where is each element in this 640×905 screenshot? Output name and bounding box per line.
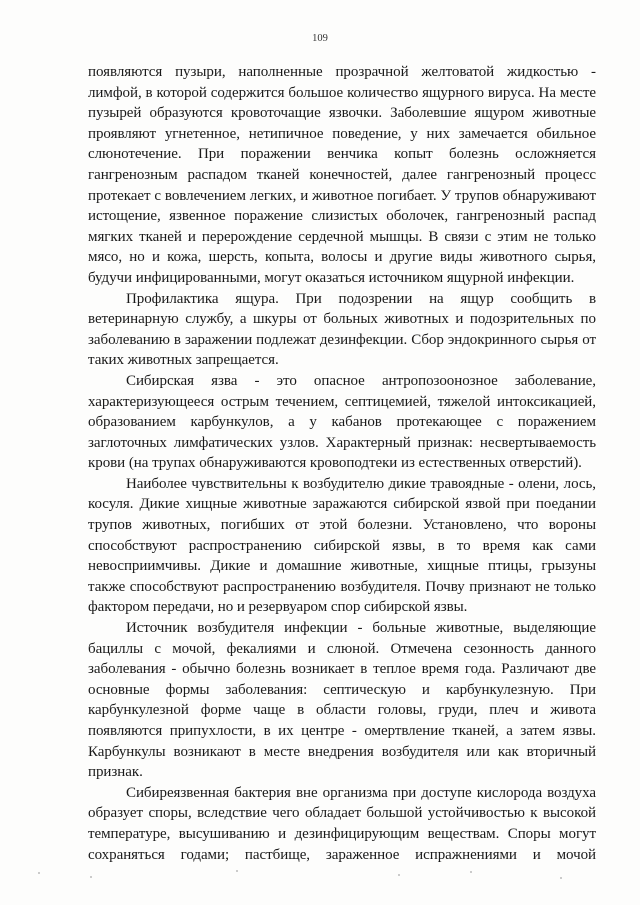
scan-speck <box>90 876 92 878</box>
scan-speck <box>236 870 238 872</box>
paragraph-foot-and-mouth-prevention: Профилактика ящура. При подозрении на ящур сообщить в ветеринарную службу, а шкуры от больных животных и подозрительных по заболеванию в заражении подлежат дезинфекции. Сбор эндокринного сырья от таких животных запрещается. <box>88 290 596 369</box>
paragraph-anthrax-source: Источник возбудителя инфекции - больные животные, выделяющие бациллы с мочой, фекалиями и слюной. Отмечена сезонность данного заболевания - обычно болезнь возникает в теплое время года. Различают две основные формы заболевания: септическую и карбункулезную. При карбункулезной форме чаще в области головы, груди, плеч и живота появляются припухлости, в их центре - омертвление тканей, а затем язвы. Карбункулы возникают в месте внедрения возбудителя или как вторичный признак. <box>88 620 596 781</box>
scan-speck <box>38 872 40 874</box>
paragraph-anthrax-spores: Сибиреязвенная бактерия вне организма при доступе кислорода воздуха образует споры, вследствие чего обладает большой устойчивостью к высокой температуре, высушиванию и дезинфицирующим веществам. Споры могут сохраняться годами; пастбище, зараженное испражнениями и мочой <box>88 784 596 863</box>
page-number: 109 <box>312 33 328 44</box>
scan-speck <box>470 871 472 873</box>
body-text <box>88 62 596 865</box>
scan-speck <box>560 877 562 879</box>
scan-speck <box>398 874 400 876</box>
paragraph-anthrax-susceptibility: Наиболее чувствительны к возбудителю дикие травоядные - олени, лось, косуля. Дикие хищные животные заражаются сибирской язвой при поедании трупов животных, погибших от этой болезни. Установлено, что вороны способствуют распространению сибирской язвы, в то время как сами невосприимчивы. Дикие и домашние животные, хищные птицы, грызуны также способствуют распространению возбудителя. Почву признают не только фактором передачи, но и резервуаром спор сибирской язвы. <box>88 475 596 616</box>
paragraph-foot-and-mouth-symptoms: появляются пузыри, наполненные прозрачной желтоватой жидкостью - лимфой, в которой содержится большое количество ящурного вируса. На месте пузырей образуются кровоточащие язвочки. Заболевшие ящуром животные проявляют угнетенное, нетипичное поведение, у них замечается обильное слюнотечение. При поражении венчика копыт болезнь осложняется гангренозным распадом тканей конечностей, далее гангренозный процесс протекает с вовлечением легких, и животное погибает. У трупов обнаруживают истощение, язвенное поражение слизистых оболочек, гангренозный распад мягких тканей и перерождение сердечной мышцы. В связи с этим не только мясо, но и кожа, шерсть, копыта, волосы и другие виды животного сырья, будучи инфицированными, могут оказаться источником ящурной инфекции. <box>88 64 596 286</box>
paragraph-anthrax-definition: Сибирская язва - это опасное антропозоонозное заболевание, характеризующееся острым течением, септицемией, тяжелой интоксикацией, образованием карбункулов, а у кабанов протекающее с поражением заглоточных лимфатических узлов. Характерный признак: несвертываемость крови (на трупах обнаруживаются кровоподтеки из естественных отверстий). <box>88 372 596 472</box>
